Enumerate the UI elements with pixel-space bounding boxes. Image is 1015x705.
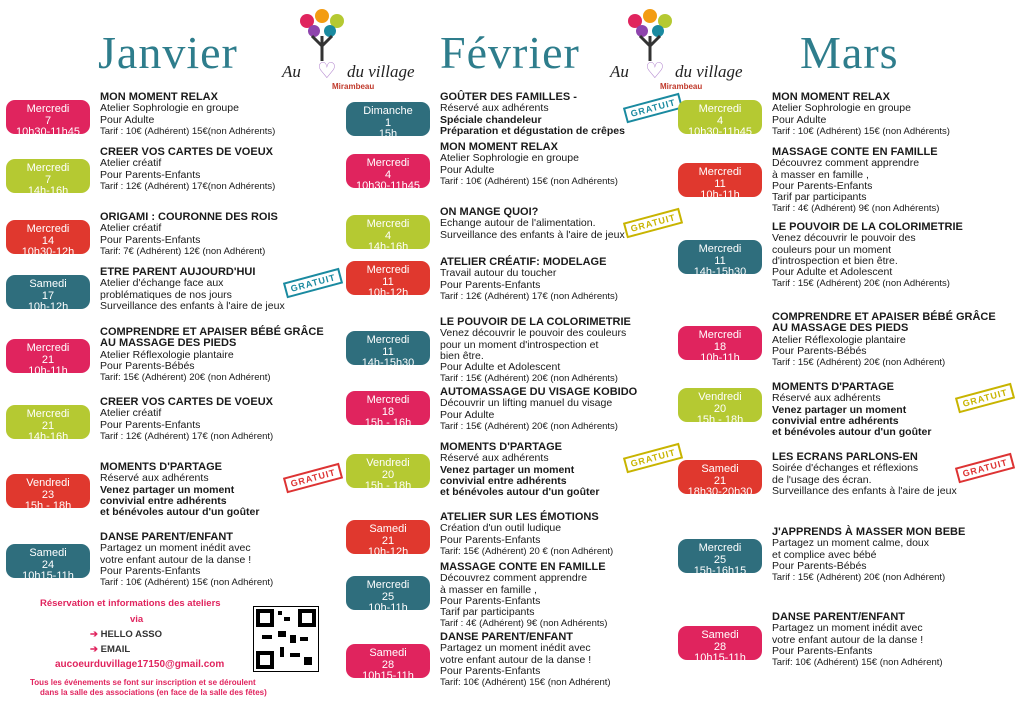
event-line: Surveillance des enfants à l'aire de jeux xyxy=(440,228,625,241)
event-line: Pour Parents-Bébés xyxy=(772,559,867,572)
badge-time: 15h - 18h xyxy=(696,414,744,426)
logo: Au ♡ du village Mirambeau xyxy=(590,6,765,94)
date-badge xyxy=(346,102,430,140)
date-badge xyxy=(6,100,90,138)
event-line: Réservé aux adhérents xyxy=(440,102,549,115)
badge-date: 1 xyxy=(384,116,392,129)
event-tarif: Tarif : 4€ (Adhérent) 9€ (non Adhérents) xyxy=(772,203,940,215)
event-line: Création d'un outil ludique xyxy=(440,522,562,535)
date-badge xyxy=(678,539,762,577)
date-badge xyxy=(678,100,762,138)
event-line: Pour Parents-Enfants xyxy=(100,564,201,577)
event-line: Pour Parents-Enfants xyxy=(440,594,541,607)
event-line: Tarif par participants xyxy=(440,606,535,619)
date-badge xyxy=(678,388,762,426)
badge-day: Samedi xyxy=(369,647,407,659)
badge-time: 14h-15h30 xyxy=(693,266,747,278)
event-title: CREER VOS CARTES DE VOEUX xyxy=(100,396,273,408)
event-line: Surveillance des enfants à l'aire de jeux xyxy=(772,484,957,497)
badge-date: 18 xyxy=(713,340,727,353)
event-tarif: Tarif: 10€ (Adhérent) 15€ (non Adhérent) xyxy=(440,677,611,689)
badge-day: Mercredi xyxy=(698,542,742,554)
event-title: LE POUVOIR DE LA COLORIMETRIE xyxy=(772,221,963,233)
badge-date: 4 xyxy=(384,168,392,181)
event-line: Travail autour du toucher xyxy=(440,267,557,280)
date-badge xyxy=(6,220,90,258)
badge-time: 15h-16h15 xyxy=(693,565,747,577)
event-details xyxy=(440,317,680,385)
tree-logo-icon xyxy=(615,6,685,66)
event-line: Pour Parents-Enfants xyxy=(100,233,201,246)
badge-time: 10h-11h xyxy=(700,189,740,201)
date-badge xyxy=(678,240,762,278)
arrow-icon: ➔ xyxy=(90,629,101,640)
badge-day: Mercredi xyxy=(26,103,70,115)
event-details xyxy=(100,212,340,257)
badge-date: 4 xyxy=(384,229,392,242)
badge-time: 14h-15h30 xyxy=(361,357,415,369)
event-details xyxy=(772,92,1012,137)
badge-time: 15h - 16h xyxy=(364,417,412,429)
event-line: Pour Parents-Bébés xyxy=(100,359,195,372)
event-tarif: Tarif : 15€ (Adhérent) 20€ (non Adhérent) xyxy=(772,572,946,584)
gratuit-stamp: GRATUIT xyxy=(955,383,1015,414)
badge-time: 14h-16h xyxy=(27,431,69,443)
event-line: votre enfant autour de la danse ! xyxy=(772,633,924,646)
event-tarif: Tarif : 10€ (Adhérent) 15€(non Adhérents) xyxy=(100,125,276,137)
event-highlight: Venez partager un moment xyxy=(440,463,575,476)
event-line: problématiques de nos jours xyxy=(100,288,232,301)
badge-day: Vendredi xyxy=(698,391,742,403)
arrow-icon: ➔ xyxy=(90,644,101,655)
event-title: MON MOMENT RELAX xyxy=(440,141,558,153)
event-line: Pour Parents-Enfants xyxy=(100,168,201,181)
event-line: Pour Parents-Enfants xyxy=(440,664,541,677)
badge-time: 14h-16h xyxy=(367,241,409,253)
event-details xyxy=(772,527,1012,583)
badge-day: Vendredi xyxy=(366,457,410,469)
event-highlight: convivial entre adhérents xyxy=(100,494,227,507)
event-line: à masser en famille , xyxy=(440,583,537,596)
event-line: bien être. xyxy=(440,349,484,362)
badge-day: Mercredi xyxy=(698,243,742,255)
event-line: Pour Parents-Enfants xyxy=(772,179,873,192)
event-title: ATELIER SUR LES ÉMOTIONS xyxy=(440,511,599,523)
event-title: MOMENTS D'PARTAGE xyxy=(772,381,894,393)
badge-time: 10h-12h xyxy=(27,301,69,313)
event-title: MON MOMENT RELAX xyxy=(100,91,218,103)
badge-day: Dimanche xyxy=(363,105,413,117)
event-details xyxy=(440,512,680,557)
event-line: Surveillance des enfants à l'aire de jeux xyxy=(100,299,285,312)
badge-day: Mercredi xyxy=(26,408,70,420)
date-badge xyxy=(346,576,430,614)
event-title: DANSE PARENT/ENFANT xyxy=(100,531,234,543)
badge-date: 20 xyxy=(713,402,727,415)
badge-date: 23 xyxy=(41,488,55,501)
badge-date: 17 xyxy=(41,289,55,302)
event-line: Atelier créatif xyxy=(100,157,162,170)
event-highlight: et bénévoles autour d'un goûter xyxy=(440,486,600,499)
badge-day: Samedi xyxy=(29,278,67,290)
event-title: ATELIER CRÉATIF: MODELAGE xyxy=(440,256,607,268)
badge-date: 14 xyxy=(41,234,55,247)
date-badge xyxy=(6,159,90,197)
badge-time: 10h30-11h45 xyxy=(15,126,81,138)
event-line: Pour Parents-Enfants xyxy=(100,418,201,431)
event-details xyxy=(440,562,680,630)
event-details xyxy=(772,382,1012,438)
gratuit-stamp: GRATUIT xyxy=(283,268,343,299)
event-details xyxy=(100,92,340,137)
badge-day: Mercredi xyxy=(698,103,742,115)
event-highlight: convivial entre adhérents xyxy=(440,474,567,487)
event-line: Pour Parents-Enfants xyxy=(440,278,541,291)
event-details xyxy=(440,632,680,688)
badge-time: 10h-11h xyxy=(28,365,68,377)
date-badge xyxy=(678,163,762,201)
badge-date: 28 xyxy=(713,640,727,653)
event-line: Atelier Réflexologie plantaire xyxy=(100,348,234,361)
event-tarif: Tarif : 12€ (Adhérent) 17€ (non Adhérents) xyxy=(440,290,618,302)
event-title: AUTOMASSAGE DU VISAGE KOBIDO xyxy=(440,386,638,398)
gratuit-stamp: GRATUIT xyxy=(623,208,683,239)
date-badge xyxy=(6,405,90,443)
event-tarif: Tarif : 10€ (Adhérent) 15€ (non Adhérent) xyxy=(100,577,274,589)
event-title: GOÛTER DES FAMILLES - xyxy=(440,91,577,103)
badge-date: 21 xyxy=(41,353,55,366)
gratuit-stamp: GRATUIT xyxy=(623,93,683,124)
event-line: Atelier créatif xyxy=(100,222,162,235)
event-line: pour un moment d'introspection et xyxy=(440,338,599,351)
event-line: Réservé aux adhérents xyxy=(100,472,209,485)
event-title: LES ECRANS PARLONS-EN xyxy=(772,451,918,463)
badge-day: Mercredi xyxy=(366,157,410,169)
event-line: Pour Parents-Bébés xyxy=(772,344,867,357)
event-details xyxy=(100,327,340,383)
event-line: Atelier Sophrologie en groupe xyxy=(100,102,239,115)
badge-date: 24 xyxy=(41,558,55,571)
badge-day: Samedi xyxy=(369,523,407,535)
event-line: Pour Adulte et Adolescent xyxy=(440,361,561,374)
badge-time: 10h15-11h xyxy=(22,570,74,582)
badge-day: Mercredi xyxy=(366,334,410,346)
event-line: Pour Parents-Enfants xyxy=(772,644,873,657)
date-badge xyxy=(346,331,430,369)
event-title: CREER VOS CARTES DE VOEUX xyxy=(100,146,273,158)
badge-date: 4 xyxy=(716,114,724,127)
badge-date: 28 xyxy=(381,658,395,671)
event-details xyxy=(100,397,340,442)
event-line: Partagez un moment calme, doux xyxy=(772,537,929,550)
date-badge xyxy=(6,544,90,582)
event-details xyxy=(440,257,680,302)
email-link[interactable]: aucoeurduvillage17150@gmail.com xyxy=(55,659,225,670)
badge-time: 18h30-20h30 xyxy=(687,486,753,498)
badge-day: Mercredi xyxy=(366,579,410,591)
event-tarif: Tarif: 7€ (Adhérent) 12€ (non Adhérent) xyxy=(100,245,266,257)
badge-day: Mercredi xyxy=(26,342,70,354)
event-details xyxy=(100,462,340,518)
event-line: Pour Adulte xyxy=(440,408,495,421)
event-details xyxy=(772,312,1012,368)
event-line: Echange autour de l'alimentation. xyxy=(440,217,596,230)
badge-date: 7 xyxy=(44,173,52,186)
logo: Au ♡ du village Mirambeau xyxy=(262,6,437,94)
event-line: Pour Adulte et Adolescent xyxy=(772,266,893,279)
event-details xyxy=(772,147,1012,215)
gratuit-stamp: GRATUIT xyxy=(623,443,683,474)
footer-heading: Réservation et informations des ateliers xyxy=(40,598,221,609)
date-badge xyxy=(6,474,90,512)
badge-date: 21 xyxy=(713,474,727,487)
badge-day: Samedi xyxy=(701,629,739,641)
event-title: ETRE PARENT AUJOURD'HUI xyxy=(100,266,256,278)
event-line: Venez découvrir le pouvoir des xyxy=(772,232,916,245)
gratuit-stamp: GRATUIT xyxy=(283,463,343,494)
badge-date: 7 xyxy=(44,114,52,127)
event-line: Atelier d'échange face aux xyxy=(100,277,224,290)
footer-note-2: dans la salle des associations (en face de la salle des fêtes) xyxy=(40,688,267,697)
event-tarif: Tarif : 15€ (Adhérent) 20€ (non Adhérents) xyxy=(440,420,618,432)
badge-date: 11 xyxy=(714,254,726,267)
event-line: Pour Adulte xyxy=(440,163,495,176)
month-mars: Mars xyxy=(800,27,899,78)
badge-day: Mercredi xyxy=(366,394,410,406)
event-highlight: et bénévoles autour d'un goûter xyxy=(100,506,260,519)
event-title: MOMENTS D'PARTAGE xyxy=(440,441,562,453)
badge-time: 15h - 18h xyxy=(24,500,72,512)
event-line: Atelier Réflexologie plantaire xyxy=(772,333,906,346)
event-tarif: Tarif : 15€ (Adhérent) 20€ (non Adhérents) xyxy=(440,373,618,385)
event-title: COMPRENDRE ET APAISER BÉBÉ GRÂCE AU MASSAGE DES PIEDS xyxy=(772,311,996,335)
event-highlight: Venez partager un moment xyxy=(100,483,235,496)
event-line: Partagez un moment inédit avec xyxy=(772,622,923,635)
event-line: Réservé aux adhérents xyxy=(772,392,881,405)
event-title: DANSE PARENT/ENFANT xyxy=(772,611,906,623)
badge-day: Samedi xyxy=(701,463,739,475)
event-line: d'introspection et bien être. xyxy=(772,254,898,267)
event-tarif: Tarif : 12€ (Adhérent) 17€(non Adhérents) xyxy=(100,180,276,192)
event-line: Atelier Sophrologie en groupe xyxy=(440,152,579,165)
badge-time: 10h-12h xyxy=(367,287,409,299)
badge-date: 21 xyxy=(41,419,55,432)
date-badge xyxy=(346,261,430,299)
event-line: Découvrez comment apprendre xyxy=(772,157,920,170)
event-tarif: Tarif : 4€ (Adhérent) 9€ (non Adhérents) xyxy=(440,618,608,630)
badge-time: 10h30-12h xyxy=(21,246,75,258)
event-line: Tarif par participants xyxy=(772,191,867,204)
event-line: Réservé aux adhérents xyxy=(440,452,549,465)
badge-date: 25 xyxy=(381,590,395,603)
date-badge xyxy=(6,339,90,377)
month-fevrier: Février xyxy=(440,27,580,78)
event-title: J'APPRENDS À MASSER MON BEBE xyxy=(772,526,966,538)
month-janvier: Janvier xyxy=(98,27,238,78)
event-details xyxy=(772,612,1012,668)
event-line: et complice avec bébé xyxy=(772,548,877,561)
event-tarif: Tarif: 15€ (Adhérent) 20 € (non Adhérent) xyxy=(440,545,614,557)
event-line: Découvrez comment apprendre xyxy=(440,572,588,585)
event-title: COMPRENDRE ET APAISER BÉBÉ GRÂCE AU MASSAGE DES PIEDS xyxy=(100,326,324,350)
badge-time: 15h xyxy=(378,128,398,140)
event-line: Partagez un moment inédit avec xyxy=(100,542,251,555)
event-highlight: Préparation et dégustation de crêpes xyxy=(440,124,625,137)
badge-date: 11 xyxy=(382,345,394,358)
date-badge xyxy=(346,215,430,253)
date-badge xyxy=(346,644,430,682)
badge-time: 10h-12h xyxy=(367,546,409,558)
event-line: Venez découvrir le pouvoir des couleurs xyxy=(440,327,627,340)
badge-date: 18 xyxy=(381,405,395,418)
event-highlight: Spéciale chandeleur xyxy=(440,113,542,126)
event-details xyxy=(100,147,340,192)
gratuit-stamp: GRATUIT xyxy=(955,453,1015,484)
event-line: Atelier Sophrologie en groupe xyxy=(772,102,911,115)
event-line: votre enfant autour de la danse ! xyxy=(440,653,592,666)
event-line: Soirée d'échanges et réflexions xyxy=(772,462,919,475)
badge-day: Vendredi xyxy=(26,477,70,489)
badge-day: Mercredi xyxy=(698,329,742,341)
date-badge xyxy=(346,454,430,492)
date-badge xyxy=(678,326,762,364)
heart-icon: ♡ xyxy=(645,58,665,83)
date-badge xyxy=(678,460,762,498)
event-details xyxy=(440,387,680,432)
badge-day: Mercredi xyxy=(26,162,70,174)
event-title: ORIGAMI : COURONNE DES ROIS xyxy=(100,211,278,223)
heart-icon: ♡ xyxy=(317,58,337,83)
tree-logo-icon xyxy=(287,6,357,66)
event-highlight: et bénévoles autour d'un goûter xyxy=(772,426,932,439)
badge-day: Mercredi xyxy=(26,223,70,235)
badge-time: 10h30-11h45 xyxy=(355,180,421,192)
badge-time: 10h30-11h45 xyxy=(687,126,753,138)
event-title: MOMENTS D'PARTAGE xyxy=(100,461,222,473)
event-line: à masser en famille , xyxy=(772,168,869,181)
helloasso-link[interactable]: HELLO ASSO xyxy=(100,629,163,640)
event-tarif: Tarif: 15€ (Adhérent) 20€ (non Adhérent) xyxy=(100,372,271,384)
badge-day: Samedi xyxy=(29,547,67,559)
event-tarif: Tarif : 12€ (Adhérent) 17€ (non Adhérent) xyxy=(100,430,274,442)
event-line: Pour Adulte xyxy=(772,113,827,126)
event-tarif: Tarif : 15€ (Adhérent) 20€ (non Adhérent) xyxy=(772,357,946,369)
event-line: de l'usage des écran. xyxy=(772,473,872,486)
event-title: MASSAGE CONTE EN FAMILLE xyxy=(772,146,938,158)
event-highlight: Venez partager un moment xyxy=(772,403,907,416)
date-badge xyxy=(678,626,762,664)
event-line: votre enfant autour de la danse ! xyxy=(100,553,252,566)
badge-time: 10h-11h xyxy=(700,352,740,364)
badge-time: 10h15-11h xyxy=(362,670,414,682)
badge-time: 10h15-11h xyxy=(694,652,746,664)
event-line: Pour Parents-Enfants xyxy=(440,533,541,546)
date-badge xyxy=(346,391,430,429)
badge-date: 21 xyxy=(381,534,395,547)
event-title: DANSE PARENT/ENFANT xyxy=(440,631,574,643)
badge-time: 10h-11h xyxy=(368,602,408,614)
badge-date: 20 xyxy=(381,468,395,481)
badge-day: Mercredi xyxy=(366,264,410,276)
event-line: Pour Adulte xyxy=(100,113,155,126)
event-line: Découvrir un lifting manuel du visage xyxy=(440,397,613,410)
event-tarif: Tarif : 15€ (Adhérent) 20€ (non Adhérents) xyxy=(772,278,950,290)
event-title: LE POUVOIR DE LA COLORIMETRIE xyxy=(440,316,631,328)
badge-time: 15h - 18h xyxy=(364,480,412,492)
event-details xyxy=(440,142,680,187)
event-details xyxy=(100,532,340,588)
event-line: couleurs pour un moment xyxy=(772,243,892,256)
event-tarif: Tarif : 10€ (Adhérent) 15€ (non Adhérents) xyxy=(440,175,618,187)
date-badge xyxy=(346,520,430,558)
event-title: MASSAGE CONTE EN FAMILLE xyxy=(440,561,606,573)
badge-date: 11 xyxy=(382,275,394,288)
qr-code-icon[interactable] xyxy=(253,606,319,672)
badge-date: 25 xyxy=(713,553,727,566)
date-badge xyxy=(6,275,90,313)
badge-time: 14h-16h xyxy=(27,185,69,197)
event-title: MON MOMENT RELAX xyxy=(772,91,890,103)
event-tarif: Tarif: 10€ (Adhérent) 15€ (non Adhérent) xyxy=(772,657,943,669)
email-label: EMAIL xyxy=(100,644,131,655)
event-line: Partagez un moment inédit avec xyxy=(440,642,591,655)
event-title: ON MANGE QUOI? xyxy=(440,206,539,218)
footer-note-1: Tous les événements se font sur inscription et se déroulent xyxy=(30,678,256,687)
event-details xyxy=(440,442,680,498)
badge-date: 11 xyxy=(714,177,726,190)
event-highlight: convivial entre adhérents xyxy=(772,414,899,427)
date-badge xyxy=(346,154,430,192)
event-tarif: Tarif : 10€ (Adhérent) 15€ (non Adhérents) xyxy=(772,125,950,137)
footer-via: via xyxy=(130,614,144,625)
event-line: Atelier créatif xyxy=(100,407,162,420)
badge-day: Mercredi xyxy=(698,166,742,178)
badge-day: Mercredi xyxy=(366,218,410,230)
event-details xyxy=(772,222,1012,290)
